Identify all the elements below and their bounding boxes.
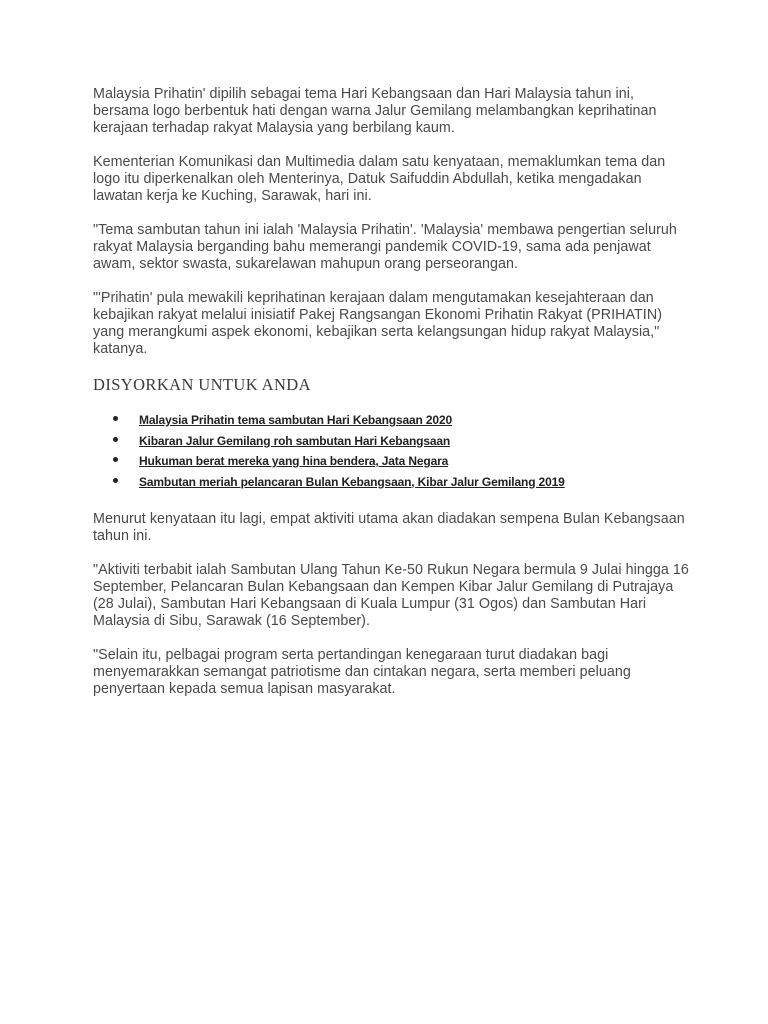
recommended-link[interactable]: Kibaran Jalur Gemilang roh sambutan Hari Kebangsaan — [139, 433, 451, 448]
article-paragraph: "Aktiviti terbabit ialah Sambutan Ulang Tahun Ke-50 Rukun Negara bermula 9 Julai hingga 16 September, Pelancaran Bulan Kebangsaan dan Kempen Kibar Jalur Gemilang di Putrajaya (28 Julai), Sambutan Hari Kebangsaan di Kuala Lumpur (31 Ogos) dan Sambutan Hari Malaysia di Sibu, Sarawak (16 September). — [93, 562, 689, 629]
bullet-icon — [113, 437, 118, 442]
recommended-link[interactable]: Malaysia Prihatin tema sambutan Hari Kebangsaan 2020 — [139, 413, 452, 427]
article-paragraph: Menurut kenyataan itu lagi, empat aktiviti utama akan diadakan sempena Bulan Kebangsaan tahun ini. — [93, 511, 685, 544]
recommended-list — [93, 411, 693, 493]
list-item — [93, 411, 693, 432]
article-paragraph: "'Prihatin' pula mewakili keprihatinan kerajaan dalam mengutamakan kesejahteraan dan kebajikan rakyat melalui inisiatif Pakej Rangsangan Ekonomi Prihatin Rakyat (PRIHATIN) yang merangkumi aspek ekonomi, kebajikan serta kelangsungan hidup rakyat Malaysia," katanya. — [93, 290, 663, 357]
article-paragraph: "Tema sambutan tahun ini ialah 'Malaysia Prihatin'. 'Malaysia' membawa pengertian seluruh rakyat Malaysia berganding bahu memerangi pandemik COVID-19, sama ada penjawat awam, sektor swasta, sukarelawan mahupun orang perseorangan. — [93, 222, 677, 272]
recommended-heading: DISYORKAN UNTUK ANDA — [93, 375, 311, 394]
list-item — [93, 452, 693, 473]
article-paragraph: Kementerian Komunikasi dan Multimedia dalam satu kenyataan, memaklumkan tema dan logo itu diperkenalkan oleh Menterinya, Datuk Saifuddin Abdullah, ketika mengadakan lawatan kerja ke Kuching, Sarawak, hari ini. — [93, 154, 666, 204]
recommended-link[interactable]: Sambutan meriah pelancaran Bulan Kebangsaan, Kibar Jalur Gemilang 2019 — [139, 474, 565, 489]
list-item — [93, 432, 693, 453]
article-paragraph: Malaysia Prihatin' dipilih sebagai tema Hari Kebangsaan dan Hari Malaysia tahun ini, bersama logo berbentuk hati dengan warna Jalur Gemilang melambangkan keprihatinan kerajaan terhadap rakyat Malaysia yang berbilang kaum. — [93, 86, 657, 136]
recommended-link[interactable]: Hukuman berat mereka yang hina bendera, Jata Negara — [139, 454, 449, 468]
bullet-icon — [113, 478, 118, 483]
bullet-icon — [113, 457, 118, 462]
bullet-icon — [113, 416, 118, 421]
list-item — [93, 473, 693, 494]
article-body — [93, 86, 693, 715]
article-paragraph: "Selain itu, pelbagai program serta pertandingan kenegaraan turut diadakan bagi menyemarakkan semangat patriotisme dan cintakan negara, serta memberi peluang penyertaan kepada semua lapisan masyarakat. — [93, 647, 631, 697]
